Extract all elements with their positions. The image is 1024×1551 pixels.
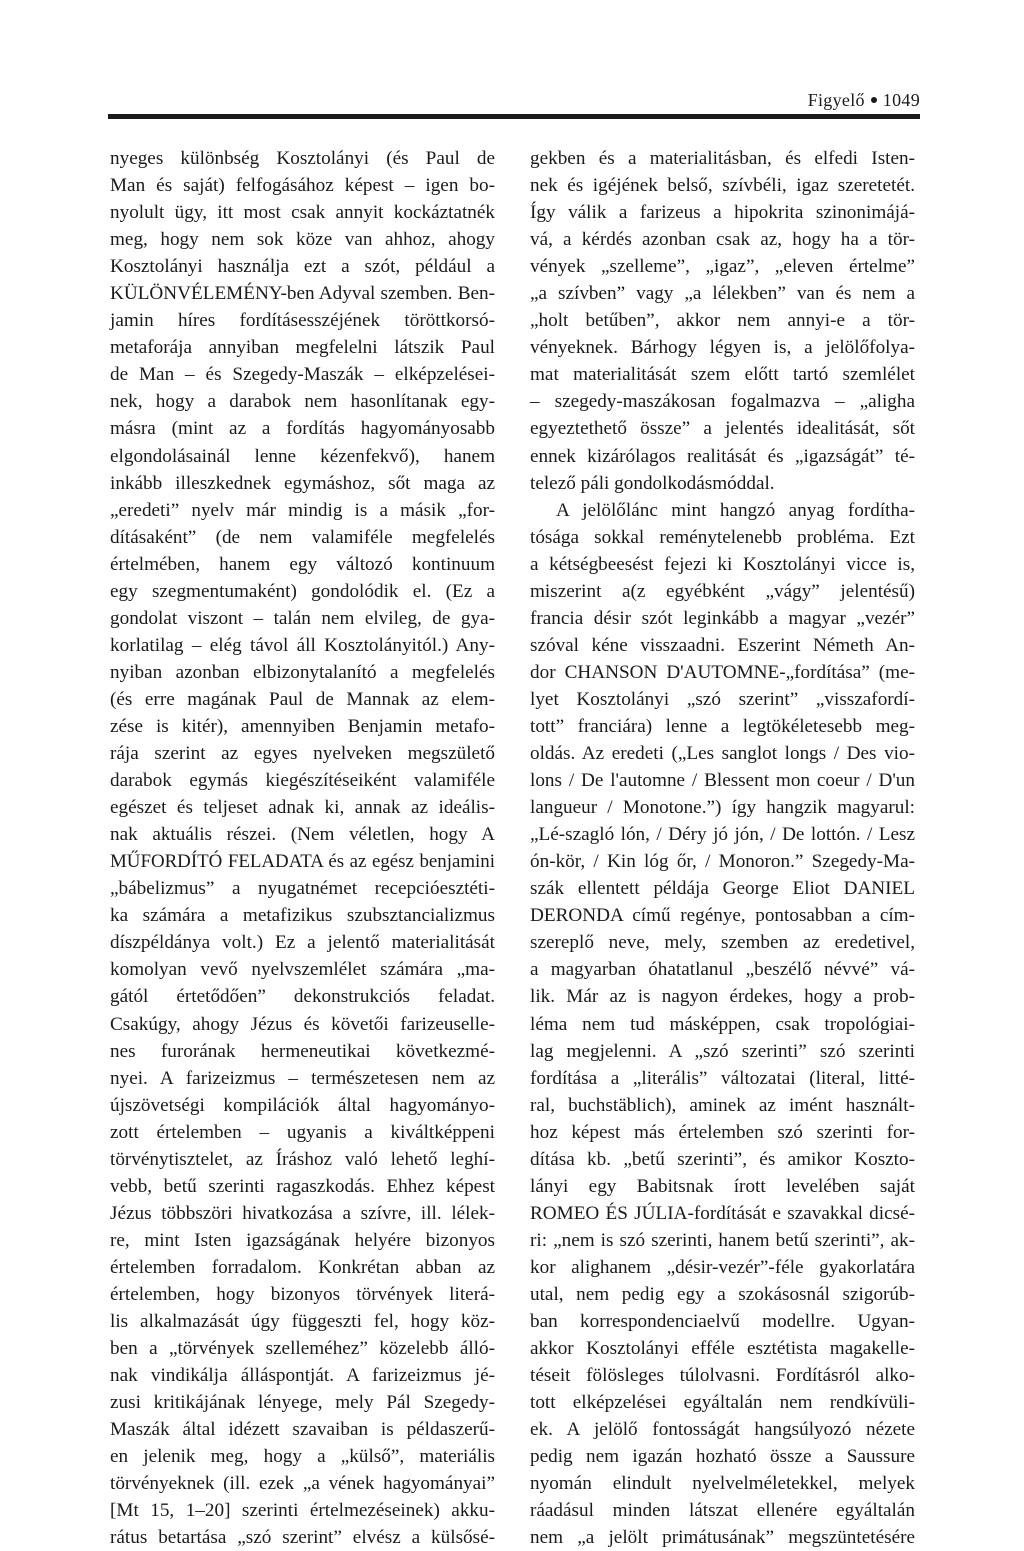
text-line: utal, nem pedig egy a szokásosnál szigorúb- [530, 1283, 915, 1305]
text-line: Így válik a farizeus a hipokrita szinonimájá- [530, 202, 915, 224]
text-line: rája szerint az egyes nyelveken megszülető [110, 743, 495, 765]
text-line: másra (mint az a fordítás hagyományosabb [110, 418, 495, 440]
text-line: dítása kb. „betű szerinti”, és amikor Koszto- [530, 1148, 915, 1170]
text-line: korlatilag – elég távol áll Kosztolányitól.) Any- [110, 634, 495, 656]
text-line: Jézus többszöri hivatkozása a szívre, ill. lélek- [110, 1202, 495, 1224]
text-line: darabok egymás kiegészítéseiként valamiféle [110, 770, 495, 792]
text-line: komolyan vevő nyelvszemlélet számára „ma- [110, 959, 495, 981]
text-line: langueur / Monotone.”) így hangzik magyarul: [530, 797, 915, 819]
text-line: tott” franciára) lenne a legtökéletesebb meg- [530, 715, 915, 737]
text-line: akkor Kosztolányi efféle esztétista magakelle- [530, 1338, 915, 1360]
text-line: vebb, betű szerinti ragaszkodás. Ehhez képest [110, 1175, 495, 1197]
header-rule [108, 114, 920, 119]
text-line: kor alighanem „désir-vezér”-féle gyakorlatára [530, 1256, 915, 1278]
text-line: nak aktuális részei. (Nem véletlen, hogy A [110, 824, 495, 846]
text-line: ben a „törvények szelleméhez” közelebb álló- [110, 1338, 495, 1360]
text-line: „a szívben” vagy „a lélekben” van és nem a [530, 283, 915, 305]
text-line: a kétségbeesést fejezi ki Kosztolányi vicce is, [530, 553, 915, 575]
text-line: MŰFORDÍTÓ FELADATA és az egész benjamini [110, 851, 495, 873]
text-line: ri: „nem is szó szerinti, hanem betű szerinti”, ak- [530, 1229, 915, 1251]
text-line: zése is kitér), amennyiben Benjamin metafo- [110, 715, 495, 737]
text-line: lik. Már az is nagyon érdekes, hogy a prob- [530, 986, 915, 1008]
text-line: nyomán elindult nyelvelméletekkel, melyek [530, 1473, 915, 1495]
text-line: ráadásul minden látszat ellenére egyáltalán [530, 1500, 915, 1522]
text-line: vá, a kérdés azonban csak az, hogy ha a tör- [530, 229, 915, 251]
text-line: mat materialitását szem előtt tartó szemlélet [530, 364, 915, 386]
text-line: ek. A jelölő fontosságát hangsúlyozó nézete [530, 1419, 915, 1441]
text-line: re, mint Isten igazságának helyére bizonyos [110, 1229, 495, 1251]
text-line: egészet és teljeset adnak ki, annak az ideális- [110, 797, 495, 819]
text-line: oldás. Az eredeti („Les sanglot longs / Des vio- [530, 743, 915, 765]
text-line: lyet Kosztolányi „szó szerint” „visszafordí- [530, 688, 915, 710]
text-line: Csakúgy, ahogy Jézus és követői farizeuselle- [110, 1013, 495, 1035]
text-line: zott értelemben – ugyanis a kiváltképpeni [110, 1121, 495, 1143]
text-line: gától értetődően” dekonstrukciós feladat. [110, 986, 495, 1008]
text-line: telező páli gondolkodásmóddal. [530, 472, 775, 494]
text-line: nyolult ügy, itt most csak annyit kockáztatnék [110, 202, 495, 224]
text-line: nyiban azonban elbizonytalanító a megfelelés [110, 661, 495, 683]
text-line: gekben és a materialitásban, és elfedi Isten- [530, 148, 915, 169]
text-line: inkább illeszkednek egymáshoz, sőt maga az [110, 472, 495, 494]
text-line: nyeges különbség Kosztolányi (és Paul de [110, 148, 495, 169]
text-line: pedig nem igazán hozható össze a Saussure [530, 1446, 915, 1468]
text-line: gondolat viszont – talán nem elvileg, de gya- [110, 607, 495, 629]
text-line: egyeztethető össze” a jelentés idealitását, sőt [530, 418, 915, 440]
text-line: nem „a jelölt primátusának” megszüntetésére [530, 1527, 915, 1549]
text-line: francia désir szót leginkább a magyar „vezér” [530, 607, 915, 629]
page-number: 1049 [882, 90, 920, 110]
text-line: nek, hogy a darabok nem hasonlítanak egy- [110, 391, 495, 413]
text-line: ral, buchstäblich), aminek az imént használt- [530, 1094, 915, 1116]
text-line: dításaként” (de nem valamiféle megfelelés [110, 526, 495, 548]
text-line: [Mt 15, 1–20] szerinti értelmezéseinek) akku- [110, 1500, 495, 1522]
text-line: lányi egy Babitsnak írott levelében saját [530, 1175, 915, 1197]
right-column [530, 145, 915, 1551]
text-line: en jelenik meg, hogy a „külső”, materiális [110, 1446, 495, 1468]
text-line: vényeknek. Bárhogy légyen is, a jelölőfolya- [530, 337, 915, 359]
text-line: ROMEO ÉS JÚLIA-fordítását e szavakkal dicsé- [530, 1202, 915, 1224]
text-line: díszpéldánya volt.) Ez a jelentő materialitását [110, 932, 495, 954]
text-line: „Lé-szagló lón, / Déry jó jón, / De lottón. / Lesz [530, 824, 915, 846]
text-line: jamin híres fordításesszéjének töröttkorsó- [110, 310, 495, 332]
text-line: Kosztolányi használja ezt a szót, például a [110, 256, 495, 278]
text-line: metaforája annyiban megfelelni látszik Paul [110, 337, 495, 359]
text-line: (és erre magának Paul de Mannak az elem- [110, 688, 495, 710]
text-line: „bábelizmus” a nyugatnémet recepcióesztéti- [110, 878, 495, 900]
text-line: a magyarban óhatatlanul „beszélő névvé” vá- [530, 959, 915, 981]
bullet-separator [871, 97, 877, 103]
text-line: ennek kizárólagos realitását és „igazságát” té- [530, 445, 915, 467]
text-line: miszerint a(z egyébként „vágy” jelentésű) [530, 580, 915, 602]
text-line: dor CHANSON D'AUTOMNE-„fordítása” (me- [530, 661, 915, 683]
text-line: értelmében, hanem egy változó kontinuum [110, 553, 495, 575]
text-line: szák ellentett példája George Eliot DANIEL [530, 878, 915, 900]
text-line: nak vindikálja álláspontját. A farizeizmus jé- [110, 1365, 495, 1387]
text-line: ón-kör, / Kin lóg őr, / Monoron.” Szegedy-Ma- [530, 851, 915, 873]
text-line: hoz képest más értelemben szó szerinti for- [530, 1121, 915, 1143]
text-line: lag megjelenni. A „szó szerinti” szó szerinti [530, 1040, 915, 1062]
text-line: de Man – és Szegedy-Maszák – elképzelései- [110, 364, 495, 386]
text-line: tott elképzelései egyáltalán nem rendkívüli- [530, 1392, 915, 1414]
text-line: „eredeti” nyelv már mindig is a másik „for- [110, 499, 495, 521]
text-line: ban korrespondenciaelvű modellre. Ugyan- [530, 1311, 915, 1333]
text-line: nyei. A farizeizmus – természetesen nem az [110, 1067, 495, 1089]
text-line: DERONDA című regénye, pontosabban a cím- [530, 905, 915, 927]
text-line: szóval kéne visszaadni. Eszerint Németh An- [530, 634, 915, 656]
text-line: lons / De l'automne / Blessent mon coeur / D'un [530, 770, 915, 792]
text-line: téseit fölösleges túlolvasni. Fordításról alko- [530, 1365, 915, 1387]
text-line: meg, hogy nem sok köze van ahhoz, ahogy [110, 229, 495, 251]
text-line: nes furorának hermeneutikai következmé- [110, 1040, 495, 1062]
text-line: újszövetségi kompilációk által hagyományo- [110, 1094, 495, 1116]
text-line: zusi kritikájának lényege, mely Pál Szegedy- [110, 1392, 495, 1414]
text-line: ka számára a metafizikus szubsztancializmus [110, 905, 495, 927]
text-line: törvénytisztelet, az Íráshoz való lehető leghí- [110, 1148, 495, 1170]
text-line: lis alkalmazását úgy függeszti fel, hogy köz- [110, 1311, 495, 1333]
text-line: elgondolásainál lenne kézenfekvő), hanem [110, 445, 495, 467]
running-header [108, 90, 920, 111]
text-line: értelemben forradalom. Konkrétan abban az [110, 1256, 495, 1278]
text-line: Maszák által idézett szavaiban is példaszerű- [110, 1419, 495, 1441]
text-line: tósága sokkal reménytelenebb probléma. Ezt [530, 526, 915, 548]
text-line: – szegedy-maszákosan fogalmazva – „aligha [530, 391, 915, 413]
text-line: Man és saját) felfogásához képest – igen bo- [110, 175, 495, 197]
text-line: „holt betűben”, akkor nem annyi-e a tör- [530, 310, 915, 332]
text-line: A jelölőlánc mint hangzó anyag fordítha- [556, 499, 915, 521]
section-title: Figyelő [807, 90, 865, 110]
text-line: KÜLÖNVÉLEMÉNY-ben Adyval szemben. Ben- [110, 283, 495, 305]
text-line: értelemben, hogy bizonyos törvények literá- [110, 1283, 495, 1305]
text-line: egy szegmentumaként) gondolódik el. (Ez a [110, 580, 495, 602]
left-column [110, 145, 495, 1551]
text-line: szereplő neve, mely, szemben az eredetivel, [530, 932, 915, 954]
text-line: fordítása a „literális” változatai (literal, litté- [530, 1067, 915, 1089]
text-line: vények „szelleme”, „igaz”, „eleven értelme” [530, 256, 915, 278]
text-line: nek és igéjének belső, szívbéli, igaz szeretetét. [530, 175, 915, 197]
text-line: törvényeknek (ill. ezek „a vének hagyományai” [110, 1473, 495, 1495]
text-line: léma nem tud másképpen, csak tropológiai- [530, 1013, 915, 1035]
text-line: rátus betartása „szó szerint” elvész a külsősé- [110, 1527, 495, 1549]
